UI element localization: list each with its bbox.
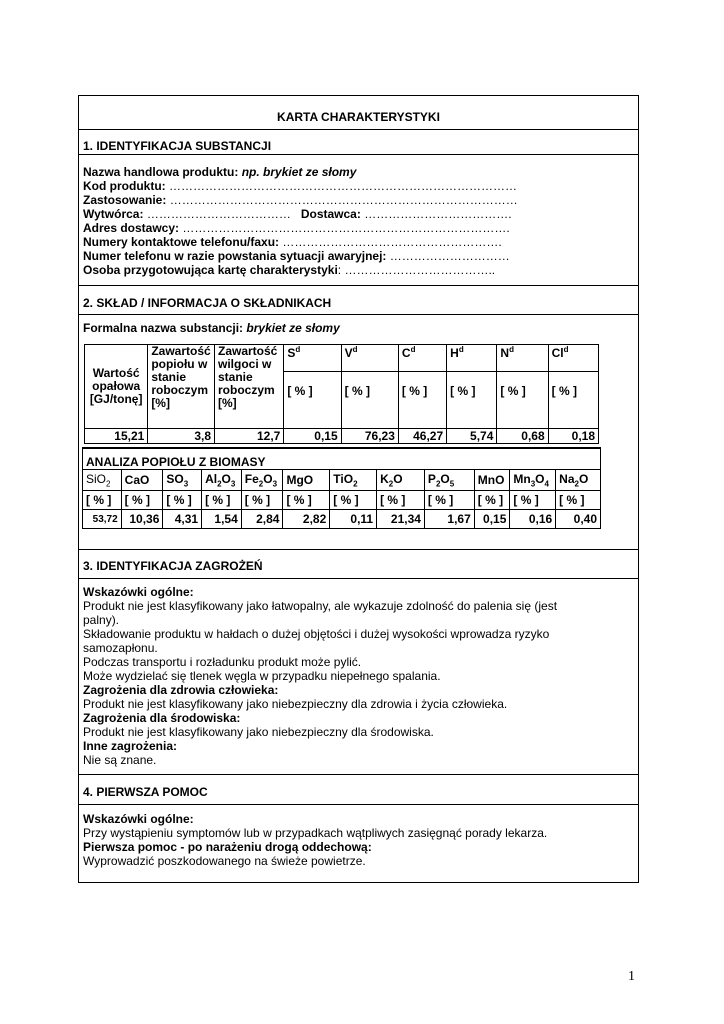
phone-label: Numery kontaktowe telefonu/faxu: bbox=[83, 235, 280, 249]
unit-cell: [ % ] bbox=[341, 372, 398, 429]
s3-text: Może wydzielać się tlenek węgla w przypadku niepełnego spalania. bbox=[83, 669, 441, 683]
moisture-header: Zawartość wilgoci w stanie roboczym [%] bbox=[215, 345, 284, 429]
unit-cell: [ % ] bbox=[202, 491, 242, 510]
s2-header-row bbox=[79, 286, 638, 315]
s1-body bbox=[79, 155, 638, 286]
unit-cell: [ % ] bbox=[474, 491, 510, 510]
maker-row bbox=[83, 207, 634, 221]
value-cell: 3,8 bbox=[148, 429, 215, 444]
trade-name-label: Nazwa handlowa produktu: bbox=[83, 165, 239, 179]
maker-dots: ……………………………… bbox=[146, 207, 291, 221]
unit-cell: [ % ] bbox=[510, 491, 556, 510]
unit-cell: [ % ] bbox=[283, 491, 330, 510]
ash-value-cell: 0,16 bbox=[510, 510, 556, 529]
value-cell: 0,15 bbox=[284, 429, 341, 444]
page-number: 1 bbox=[628, 969, 635, 984]
value-header: Wartość opałowa [GJ/tonę] bbox=[85, 345, 148, 429]
s3-header: 3. IDENTYFIKACJA ZAGROŻEŃ bbox=[83, 559, 263, 573]
s-header: $S^d$ bbox=[284, 345, 341, 372]
unit-cell: [ % ] bbox=[241, 491, 283, 510]
sio2-header: SiO$_2$ bbox=[83, 470, 122, 491]
ash-value-cell: 4,31 bbox=[163, 510, 202, 529]
value-cell: 12,7 bbox=[215, 429, 284, 444]
s3-text: Podczas transportu i rozładunku produkt może pylić. bbox=[83, 655, 362, 669]
so3-header: $SO_3$ bbox=[163, 470, 202, 491]
s3-text: Składowanie produktu w hałdach o dużej objętości i dużej wysokości wprowadza ryzyko bbox=[83, 627, 550, 641]
unit-cell: [ % ] bbox=[377, 491, 425, 510]
value-cell: 0,68 bbox=[497, 429, 548, 444]
phone-row bbox=[83, 235, 634, 249]
emergency-dots: ………………………… bbox=[389, 249, 510, 263]
value-cell: 46,27 bbox=[398, 429, 446, 444]
ash-value-cell: 10,36 bbox=[121, 510, 163, 529]
unit-cell: [ % ] bbox=[330, 491, 377, 510]
ash-value-cell: 53,72 bbox=[83, 510, 122, 529]
emergency-row bbox=[83, 249, 634, 263]
supplier-label: Dostawca: bbox=[300, 207, 361, 221]
c-header: $C^d$ bbox=[398, 345, 446, 372]
na2o-header: $Na_2O$ bbox=[556, 470, 601, 491]
unit-cell: [ % ] bbox=[121, 491, 163, 510]
s3-body bbox=[79, 579, 638, 775]
ash-analysis-table bbox=[82, 447, 601, 529]
s4-general-heading: Wskazówki ogólne: bbox=[83, 812, 194, 826]
ash-value-cell: 2,82 bbox=[283, 510, 330, 529]
composition-table bbox=[84, 344, 599, 444]
ash-table-title: ANALIZA POPIOŁU Z BIOMASY bbox=[83, 448, 601, 470]
person-row bbox=[83, 263, 634, 277]
s4-text: Wyprowadzić poszkodowanego na świeże powietrze. bbox=[83, 854, 366, 868]
trade-name-row bbox=[83, 165, 634, 179]
unit-cell: [ % ] bbox=[284, 372, 341, 429]
ash-value-cell: 0,15 bbox=[474, 510, 510, 529]
formal-name-label: Formalna nazwa substancji: bbox=[83, 321, 244, 335]
ash-value-cell: 2,84 bbox=[241, 510, 283, 529]
document-frame bbox=[78, 95, 639, 883]
unit-cell: [ % ] bbox=[398, 372, 446, 429]
s3-text: Produkt nie jest klasyfikowany jako niebezpieczny dla zdrowia i życia człowieka. bbox=[83, 697, 508, 711]
ash-value-cell: 0,11 bbox=[330, 510, 377, 529]
s4-text: Przy wystąpieniu symptomów lub w przypadkach wątpliwych zasięgnąć porady lekarza. bbox=[83, 826, 548, 840]
ash-header: Zawartość popiołu w stanie roboczym [%] bbox=[148, 345, 215, 429]
formal-name-value: brykiet ze słomy bbox=[246, 321, 340, 335]
mn3o4-header: $Mn_3O_4$ bbox=[510, 470, 556, 491]
supplier-dots: ………………………………. bbox=[364, 207, 512, 221]
cao-header: CaO bbox=[121, 470, 163, 491]
s2-body bbox=[79, 315, 638, 550]
unit-cell: [ % ] bbox=[163, 491, 202, 510]
s3-header-row bbox=[79, 550, 638, 579]
s3-text: samozapłonu. bbox=[83, 641, 158, 655]
p2o5-header: $P_2O_5$ bbox=[424, 470, 474, 491]
use-dots: …………………………………………………………………………… bbox=[169, 193, 518, 207]
page-title: KARTA CHARAKTERYSTYKI bbox=[277, 110, 440, 124]
tio2-header: TiO$_2$ bbox=[330, 470, 377, 491]
v-header: $V^d$ bbox=[341, 345, 398, 372]
phone-dots: ………………………………………………. bbox=[282, 235, 502, 249]
value-cell: 76,23 bbox=[341, 429, 398, 444]
value-cell: 15,21 bbox=[85, 429, 148, 444]
health-hazard-heading: Zagrożenia dla zdrowia człowieka: bbox=[83, 683, 279, 697]
s1-header-row bbox=[79, 130, 638, 155]
ash-value-cell: 1,67 bbox=[424, 510, 474, 529]
address-dots: ………………………………………………………………………. bbox=[182, 221, 510, 235]
value-cell: 5,74 bbox=[447, 429, 497, 444]
cl-header: Cl$^d$ bbox=[548, 345, 598, 372]
unit-cell: [ % ] bbox=[497, 372, 548, 429]
al2o3-header: $Al_2O_3$ bbox=[202, 470, 242, 491]
ash-value-cell: 21,34 bbox=[377, 510, 425, 529]
fe2o3-header: $Fe_2O_3$ bbox=[241, 470, 283, 491]
use-label: Zastosowanie: bbox=[83, 193, 167, 207]
unit-cell: [ % ] bbox=[424, 491, 474, 510]
inhalation-heading: Pierwsza pomoc - po narażeniu drogą oddechową: bbox=[83, 840, 372, 854]
title-section bbox=[79, 96, 638, 130]
s2-header: 2. SKŁAD / INFORMACJA O SKŁADNIKACH bbox=[83, 296, 332, 310]
h-header: $H^d$ bbox=[447, 345, 497, 372]
s3-general-heading: Wskazówki ogólne: bbox=[83, 585, 194, 599]
use-row bbox=[83, 193, 634, 207]
s4-header-row bbox=[79, 775, 638, 805]
k2o-header: $K_2O$ bbox=[377, 470, 425, 491]
mno-header: MnO bbox=[474, 470, 510, 491]
code-dots: …………………………………………………………………………… bbox=[169, 179, 517, 193]
ash-value-cell: 1,54 bbox=[202, 510, 242, 529]
mgo-header: MgO bbox=[283, 470, 330, 491]
other-hazard-heading: Inne zagrożenia: bbox=[83, 739, 178, 753]
s3-text: palny). bbox=[83, 613, 120, 627]
formal-name-row bbox=[83, 321, 634, 335]
address-row bbox=[83, 221, 634, 235]
emergency-label: Numer telefonu w razie powstania sytuacji awaryjnej: bbox=[83, 249, 387, 263]
n-header: $N^d$ bbox=[497, 345, 548, 372]
s4-header: 4. PIERWSZA POMOC bbox=[83, 785, 208, 799]
env-hazard-heading: Zagrożenia dla środowiska: bbox=[83, 711, 241, 725]
code-row bbox=[83, 179, 634, 193]
value-cell: 0,18 bbox=[548, 429, 598, 444]
s3-text: Nie są znane. bbox=[83, 753, 157, 767]
unit-cell: [ % ] bbox=[556, 491, 601, 510]
s4-body bbox=[79, 805, 638, 882]
trade-name-value: np. brykiet ze słomy bbox=[241, 165, 357, 179]
ash-value-cell: 0,40 bbox=[556, 510, 601, 529]
unit-cell: [ % ] bbox=[83, 491, 122, 510]
person-label: Osoba przygotowująca kartę charakterystyki bbox=[83, 263, 338, 277]
maker-label: Wytwórca: bbox=[83, 207, 144, 221]
person-dots: : ……………………………….. bbox=[337, 263, 496, 277]
s3-text: Produkt nie jest klasyfikowany jako łatwopalny, ale wykazuje zdolność do palenia się (jest bbox=[83, 599, 558, 613]
unit-cell: [ % ] bbox=[548, 372, 598, 429]
code-label: Kod produktu: bbox=[83, 179, 166, 193]
s3-text: Produkt nie jest klasyfikowany jako niebezpieczny dla środowiska. bbox=[83, 725, 434, 739]
s1-header: 1. IDENTYFIKACJA SUBSTANCJI bbox=[83, 139, 272, 153]
unit-cell: [ % ] bbox=[447, 372, 497, 429]
address-label: Adres dostawcy: bbox=[83, 221, 180, 235]
